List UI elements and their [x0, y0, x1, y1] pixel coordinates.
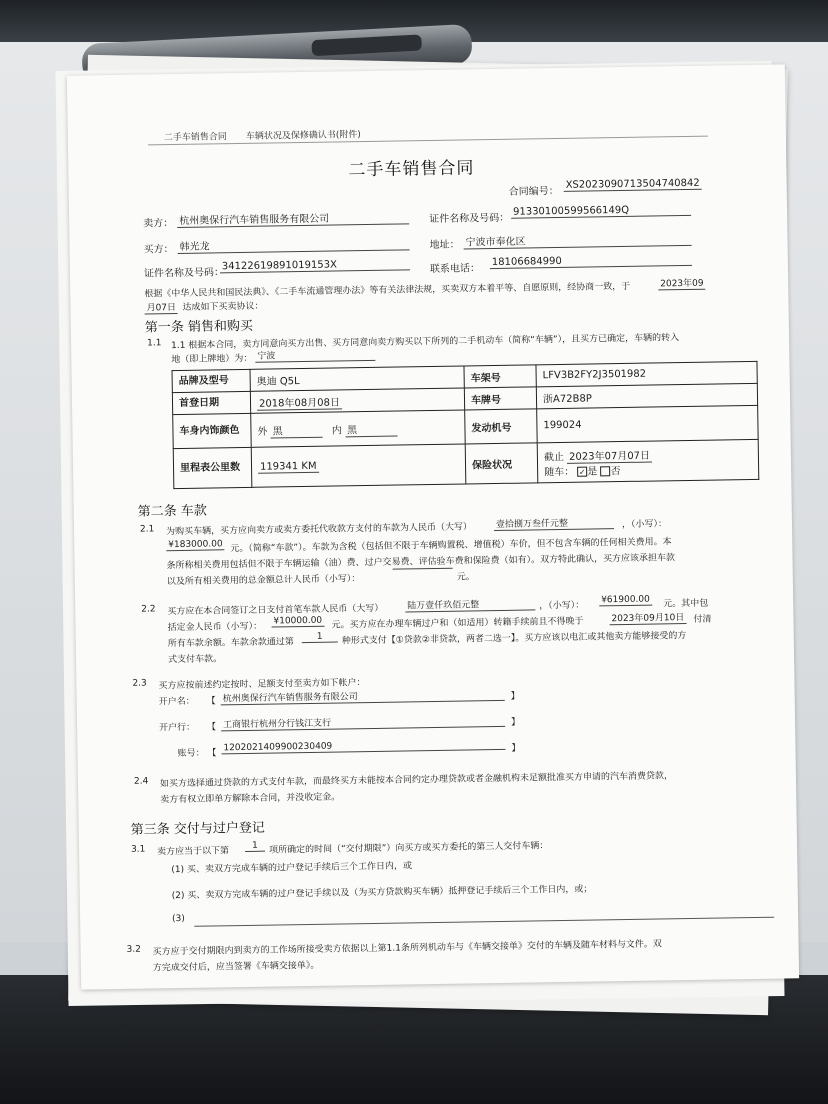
account-no-open-bracket: 【 [207, 748, 217, 759]
bank-close-bracket: 】 [511, 717, 521, 728]
buyer-label: 买方： [143, 244, 174, 256]
exterior-label: 外 [257, 426, 268, 438]
clause-2-2-text-f: 付清 [693, 614, 712, 625]
clause-2-1-text-a: 为购买车辆，买方应向卖方或卖方委托代收款方支付的车款为人民币（大写） [165, 522, 473, 538]
yes-label: 是 [587, 465, 598, 478]
intro-text: 根据《中华人民共和国民法典》、《二手车流通管理办法》等有关法律法规，买卖双方本着平等、自愿原则，经协商一致，于 [144, 281, 631, 300]
bank-label: 开户行： [159, 722, 196, 734]
insurance-label: 保险状况 [465, 443, 538, 484]
no-label: 否 [610, 465, 621, 477]
vin-value: LFV3B2FY2J3501982 [536, 361, 757, 386]
clause-2-2-text-b: ，（小写）： [539, 600, 585, 612]
clause-2-2-number: 2.2 [141, 604, 156, 615]
seller-id-value: 91330100599566149Q [511, 204, 691, 219]
contract-page [67, 64, 799, 989]
buyer-id-value: 34122619891019153X [220, 258, 410, 273]
clause-3-1-option: 1 [245, 841, 265, 852]
account-no-label: 账号： [177, 748, 205, 760]
clause-3-1-text-b: 项所确定的时间（“交付期限”）向买方或买方委托的第三人交付车辆： [268, 841, 549, 856]
insurance-deadline-label: 截止 [543, 451, 565, 463]
engine-value: 199024 [537, 405, 759, 442]
article3-title: 第三条 交付与过户登记 [130, 820, 265, 838]
brand-value: 奥迪 Q5L [250, 366, 464, 391]
mileage-text: 119341 KM [258, 461, 319, 474]
clause-2-1-text-d: 条所称相关费用包括但不限于车辆运输（油）费、过户交易费、评估验车费和保险费（如有）。双方特此确认，买方应该承担车款 [166, 553, 676, 572]
clause-2-1-amount-words: 壹拾捌万叁仟元整 [494, 515, 614, 531]
pen-clip [311, 34, 422, 56]
clause-2-2-text-a: 买方应在本合同签订之日支付首笔车款人民币（大写） [167, 603, 384, 618]
clause-2-2-text-g: 所有车款余额。车款余款通过第 [167, 637, 294, 650]
insurance-value [537, 439, 759, 482]
clause-2-1-text-c: 元。（简称“车款”）。车款为含税（包括但不限于车辆购置税、增值税）车价，但不包含车辆的任何相关费用。本 [230, 537, 672, 555]
account-name-close-bracket: 】 [510, 691, 520, 702]
account-name-open-bracket: 【 [206, 696, 216, 707]
reg-date-text: 2018年08月08日 [257, 397, 342, 410]
no-checkbox-icon[interactable] [600, 466, 610, 476]
engine-label: 发动机号 [465, 409, 538, 444]
clause-2-2-amount-words: 陆万壹仟玖佰元整 [405, 596, 535, 612]
intro-date-b: 月07日 [144, 300, 178, 315]
account-name-value: 杭州奥保行汽车销售服务有限公司 [221, 687, 505, 705]
option-1-text: (1) 买、卖双方完成车辆的过户登记手续后三个工作日内，或 [171, 861, 413, 876]
address-value: 宁波市奉化区 [463, 230, 691, 250]
article1-title: 第一条 销售和购买 [144, 318, 254, 336]
clause-2-1-total-blank [393, 568, 453, 570]
vehicle-info-table [172, 361, 760, 489]
contract-no-label: 合同编号： [508, 185, 559, 198]
interior-label: 内 [331, 424, 342, 437]
mileage-value [251, 444, 466, 487]
interior-color: 黑 [345, 420, 397, 437]
clause-2-2-payment-option: 1 [302, 632, 338, 644]
account-name-label: 开户名： [158, 696, 195, 708]
contract-no-value: XS2023090713504740842 [564, 178, 702, 192]
clause-2-1-number: 2.1 [139, 524, 155, 535]
clause-2-2-text-e: 元。买方应在办理车辆过户和（如适用）转籍手续前且不得晚于 [331, 616, 584, 631]
clause-2-4-number: 2.4 [133, 776, 149, 787]
seller-label: 卖方： [143, 218, 174, 230]
brand-label: 品牌及型号 [172, 369, 250, 392]
address-label: 地址： [429, 239, 460, 252]
exterior-color: 黑 [271, 421, 323, 438]
clause-1-1-text: 1.1 根据本合同，卖方同意向买方出售、买方同意向卖方购买以下所列的二手机动车（简称“车辆”），且买方已确定，车辆的转入 [171, 333, 680, 352]
document-title: 二手车销售合同 [348, 158, 475, 181]
color-label: 车身内饰颜色 [173, 413, 252, 448]
color-value [251, 410, 466, 447]
header-divider [148, 136, 708, 146]
plate-value: 浙A72B8P [536, 383, 757, 408]
insurance-date: 2023年07月07日 [567, 450, 652, 463]
clause-2-3-text: 买方应按前述约定按时、足额支付至卖方如下帐户： [158, 678, 366, 692]
option-3-blank-line [194, 917, 774, 927]
phone-label: 联系电话： [429, 263, 481, 276]
clause-2-1-amount: ¥183000.00 [166, 539, 225, 551]
clause-1-1-text-2: 地（即上牌地）为： [171, 353, 253, 366]
seller-value: 杭州奥保行汽车销售服务有限公司 [177, 208, 409, 228]
intro-text-end: 达成如下买卖协议： [182, 301, 264, 313]
clause-2-2-deposit: ¥10000.00 [271, 616, 324, 628]
buyer-id-label: 证件名称及号码： [143, 267, 225, 280]
mileage-label: 里程表公里数 [173, 447, 252, 488]
table-row [173, 439, 759, 488]
clause-3-2-text-b: 方完成交付后，应当签署《车辆交接单》。 [152, 960, 320, 974]
clause-1-1-number: 1.1 [147, 338, 162, 349]
clause-2-1-text-b: ，（小写）： [621, 519, 668, 531]
clause-2-4-text-a: 如买方选择通过贷款的方式支付车款，而最终买方未能按本合同约定办理贷款或者金融机构未足额批准买方申请的汽车消费贷款， [159, 771, 674, 790]
clause-2-2-text-d: 括定金人民币（小写）： [167, 621, 263, 634]
clause-2-2-date: 2023年09月10日 [609, 610, 686, 625]
bank-value: 工商银行杭州分行钱江支行 [221, 713, 505, 731]
header-tab-contract: 二手车销售合同 [163, 132, 227, 144]
option-3-text: (3) [172, 913, 185, 925]
reg-date-label: 首登日期 [172, 391, 250, 414]
vin-label: 车架号 [464, 365, 536, 388]
clause-2-4-text-b: 卖方有权立即单方解除本合同，并没收定金。 [160, 792, 341, 806]
clause-3-2-text-a: 买方应于交付期限内到卖方的工作场所接受卖方依据以上第1.1条所列机动车与《车辆交接单》交付的车辆及随车材料与文件。双 [152, 939, 662, 958]
with-car-label: 随车： [544, 466, 575, 478]
option-2-text: (2) 买、卖双方完成车辆的过户登记手续以及（为买方贷款购买车辆）抵押登记手续后三个工作日内，或； [171, 884, 593, 902]
clause-2-2-text-h: 种形式支付【①贷款②非贷款，两者二选一】。买方应该以电汇或其他卖方能够接受的方 [341, 631, 687, 647]
clause-2-2-text-i: 式支付车款。 [167, 654, 223, 666]
clause-2-2-text-c: 元。其中包 [663, 598, 709, 610]
seller-id-label: 证件名称及号码： [429, 212, 510, 226]
account-no-close-bracket: 】 [511, 743, 521, 754]
phone-value: 18106684990 [490, 254, 692, 269]
header-tab-attachment: 车辆状况及保修确认书(附件) [245, 130, 361, 142]
yes-checkbox-icon[interactable]: ✓ [578, 467, 586, 477]
plate-label: 车牌号 [464, 387, 536, 410]
intro-date-a: 2023年09 [658, 276, 706, 291]
clause-3-2-number: 3.2 [126, 944, 142, 955]
insurance-with-car [544, 459, 752, 477]
clause-2-1-text-e: 以及所有相关费用的总金额总计人民币（小写）： [166, 574, 361, 588]
account-no-value: 1202021409900230409 [221, 739, 505, 754]
buyer-value: 韩光龙 [177, 234, 409, 254]
bank-open-bracket: 【 [207, 722, 217, 733]
article2-title: 第二条 车款 [137, 503, 207, 520]
clause-2-3-number: 2.3 [132, 678, 147, 689]
clause-3-1-text-a: 卖方应当于以下第 [156, 846, 230, 858]
clause-2-1-text-f: 元。 [456, 572, 475, 583]
registration-place: 宁波 [255, 347, 375, 363]
clause-2-2-amount: ¥61900.00 [599, 595, 652, 607]
clause-3-1-number: 3.1 [130, 844, 146, 855]
